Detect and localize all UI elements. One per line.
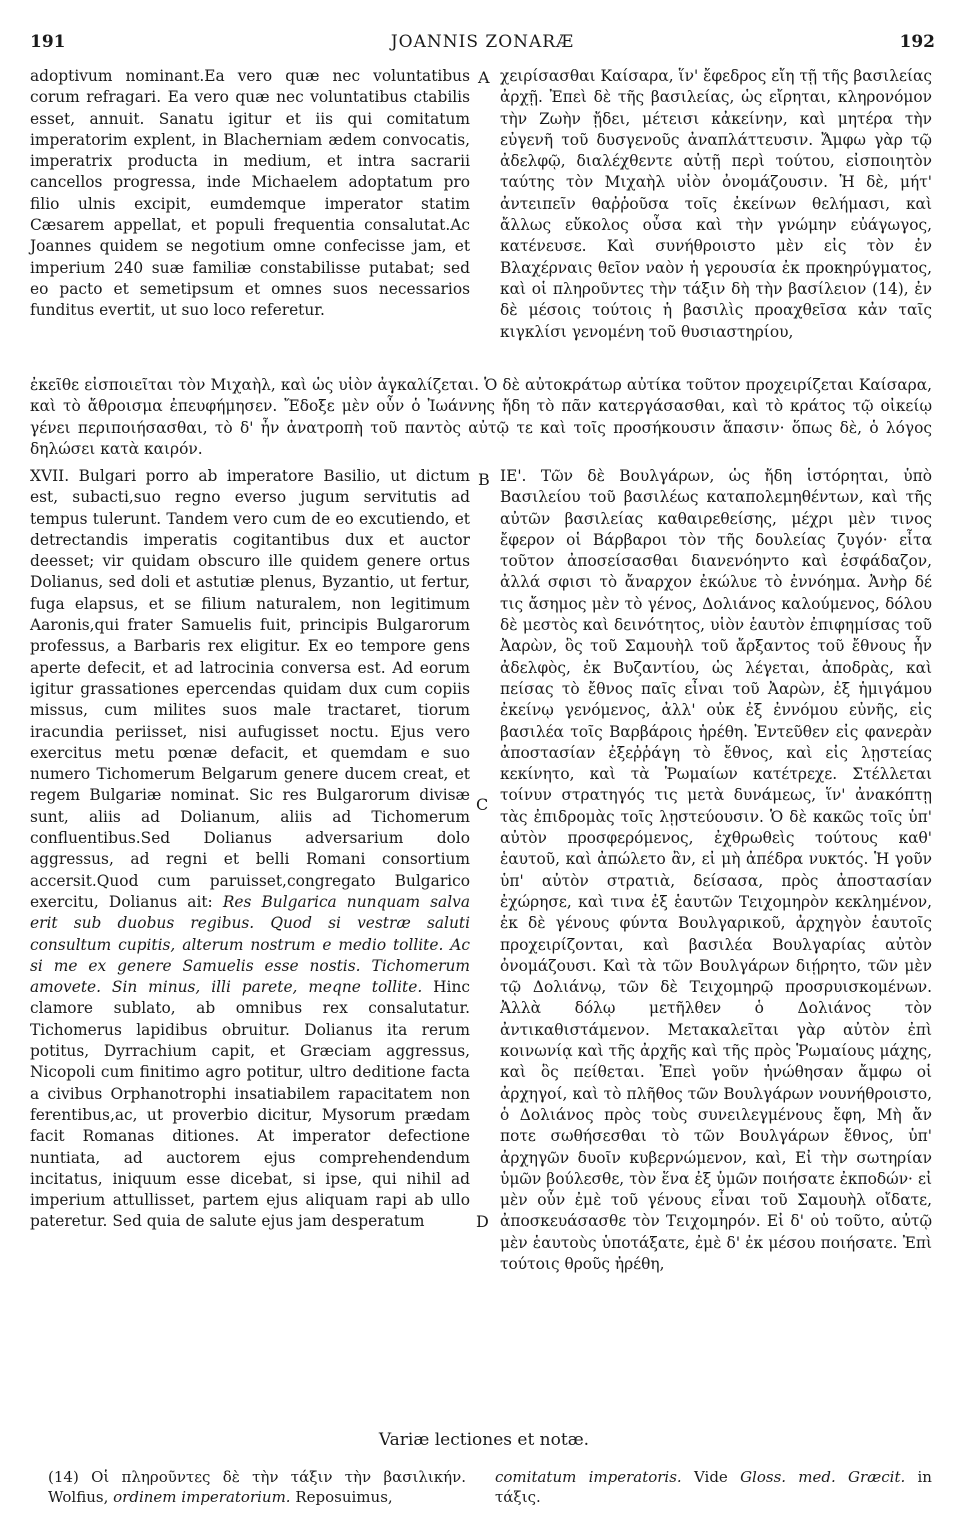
latin-paragraph-b xyxy=(30,466,470,1233)
latin-italic-speech: Res Bulgarica nunquam salva erit sub duobus regibus. Quod si vestræ saluti consultum cupitis, alterum nostrum e medio tollite. Ac si me ex genere Samuelis esse nostis. Tichomerum amovete. Sin minus, illi parete, meqne tollite. xyxy=(30,892,471,997)
note-right-italic-2: Gloss. med. Græcit. xyxy=(740,1468,906,1486)
greek-column-a xyxy=(500,66,932,343)
note-right-italic: comitatum imperatoris. xyxy=(495,1468,682,1486)
margin-marker-a: A xyxy=(478,68,490,87)
page-header xyxy=(30,32,935,60)
margin-marker-b: B xyxy=(478,470,490,489)
note-left-italic: ordinem imperatorium. xyxy=(113,1487,291,1506)
notes-heading: Variæ lectiones et notæ. xyxy=(378,1430,590,1450)
greek-column-b xyxy=(500,466,932,1275)
latin-paragraph-a: adoptivum nominant.Ea vero quæ nec voluntatibus corum refragari. Ea vero quæ nec voluntatibus ctabilis esset, annuit. Sanatu igitur et iis qui comitatum imperatorim explent, in Blacherniam ædem convocatis, imperatrix producta in medium, et intra sacrarii cancellos progressa, inde Michaelem adoptatum pro filio ulnis excipit, eumdemque imperator statim Cæsarem appellat, et populi frequentia consalutat.Ac Joannes quidem se negotium omne confecisse jam, et imperium 240 suæ familiæ constabilisse putabat; sed eo pacto et semetipsum et omnes suos necessarios funditus evertit, ut suo loco referetur. xyxy=(30,67,470,320)
margin-marker-c: C xyxy=(476,795,489,814)
margin-marker-d: D xyxy=(476,1212,489,1231)
latin-column-b xyxy=(30,466,470,1233)
note-left xyxy=(48,1468,466,1507)
running-title: JOANNIS ZONARÆ xyxy=(390,32,575,52)
greek-span-paragraph: ἐκεῖθε εἰσποιεῖται τὸν Μιχαὴλ, καὶ ὡς υἱὸν ἀγκαλίζεται. Ὁ δὲ αὐτοκράτωρ αὐτίκα τοῦτον προχειρίζεται Καίσαρα, καὶ τὸ ἄθροισμα ἐπευφήμησεν. Ἔδοξε μὲν οὖν ὁ Ἰωάννης ἤδη τὸ πᾶν κατεργάσασθαι, καὶ τὸ κράτος τῷ οἰκείῳ γένει περιποιήσασθαι, τὸ δ' ἦν ἀνατροπὴ τοῦ παντὸς αὐτῷ τε καὶ τοῖς προσήκουσιν ἅπασιν· ὅπως δὲ, ὁ λόγος δηλώσει κατὰ καιρόν. xyxy=(30,376,932,458)
greek-paragraph-a: χειρίσασθαι Καίσαρα, ἵν' ἔφεδρος εἴη τῇ τῆς βασιλείας ἀρχῇ. Ἐπεὶ δὲ τῆς βασιλείας, ὡς εἴρηται, κληρονόμον τὴν Ζωὴν ᾔδει, μέτεισι κἀκείνην, καὶ μητέρα τὴν εὐγενῆ τοῦ δυσγενοῦς ἀναπλάττευσιν. Ἄμφω γὰρ τῷ ἀδελφῷ, διαλέχθεντε αὐτῇ περὶ τούτου, εἰσποιητὸν ταύτης τὸν Μιχαὴλ υἱὸν ὀνομάζουσιν. Ἡ δὲ, μήτ' ἀντειπεῖν θαῤῥοῦσα τοῖς ἐκείνων θελήμασι, καὶ ἄλλως εὔκολος οὖσα καὶ τὴν γνώμην εὐάγωγος, κατένευσε. Καὶ συνήθροιστο μὲν εἰς τὸν ἐν Βλαχέρναις θεῖον ναὸν ἡ γερουσία ἐκ προκηρύγματος, καὶ οἱ πληροῦντες τὴν τάξιν δὴ τὴν βασίλειον (14), ἐν δὲ μέσοις τούτοις ἡ βασιλὶς προαχθεῖσα κἀν ταῖς κιγκλίσι γενομένη τοῦ θυσιαστηρίου, xyxy=(500,67,932,341)
note-right xyxy=(495,1468,932,1507)
note-left-text: (14) Οἱ πληροῦντες δὲ τὴν τάξιν τὴν βασιλικήν. Wolfius, xyxy=(48,1468,466,1506)
right-page-number: 192 xyxy=(899,32,935,52)
latin-text-b1: XVII. Bulgari porro ab imperatore Basilio, ut dictum est, subacti,suo regno everso jugum servitutis ad tempus tulerunt. Tandem vero cum de eo excutiendo, et detrectandis imperatis cogitantibus dux et auctor deesset; vir quidam obscuro ille quidem genere ortus Dolianus, sed doli et astutiæ plenus, Byzantio, ut fertur, fuga elapsus, et se filium naturalem, non legitimum Aaronis,qui frater Samuelis fuit, principis Bulgarorum professus, a Barbaris rex eligitur. Ex eo tempore gens aperte defecit, et ad latrocinia conversa est. Ad eorum igitur grassationes epercendas quidam dux cum copiis missus, cum milites suos male tractaret, tiorum iracundia periisset, nisi aufugisset noctu. Ejus vero exercitus metu pœnæ defacit, et quemdam e suo numero Tichomerum Belgarum genere ducem creat, et regem Bulgariæ nominat. Sic res Bulgarorum divisæ sunt, aliis ad Dolianum, aliis ad Tichomerum confluentibus.Sed Dolianus adversarium dolo aggressus, ad regni et belli Romani consortium accersit.Quod cum paruisset,congregato Bulgarico exercitu, Dolianus ait: xyxy=(30,467,470,911)
greek-paragraph-b: ΙΕ'. Τῶν δὲ Βουλγάρων, ὡς ἤδη ἱστόρηται, ὑπὸ Βασιλείου τοῦ βασιλέως καταπολεμηθέντων, καὶ τῆς αὐτῶν βασιλείας καθαιρεθείσης, μέχρι μὲν τινος ἔφερον οἱ Βάρβαροι τὸν τῆς δουλείας ζυγόν· εἶτα τοῦτον ἀποσείσασθαι διανενόηντο καὶ ἐσφάδαζον, ἀλλά σφισι τὸ ἄναρχον ἐκώλυε τὸ ἐννόημα. Ἀνὴρ δέ τις ἄσημος μὲν τὸ γένος, Δολιάνος καλούμενος, δόλου δὲ μεστὸς καὶ δεινότητος, υἱὸν ἑαυτὸν ἐπιφημίσας τοῦ Ἀαρὼν, ὃς τοῦ Σαμουὴλ τοῦ ἄρξαντος τοῦ ἔθνους ἦν ἀδελφὸς, ἐκ Βυζαντίου, ὡς λέγεται, ἀποδρὰς, καὶ πείσας τὸ ἔθνος παῖς εἶναι τοῦ Ἀαρὼν, ἐξ ἡμιγάμου ἐκείνῳ γενόμενος, ἀλλ' οὐκ ἐξ ἐννόμου εὐνῆς, εἰς βασιλέα τοῖς Βαρβάροις ἡρέθη. Ἐντεῦθεν εἰς φανερὰν ἀποστασίαν ἐξεῤῥάγη τὸ ἔθνος, καὶ εἰς λῃστείας κεκίνητο, καὶ τὰ Ῥωμαίων κατέτρεχε. Στέλλεται τοίνυν στρατηγός τις μετὰ δυνάμεως, ἵν' ἀνακόπτῃ τὰς ἐπιδρομὰς τοῖς λῃστεύουσιν. Ὁ δὲ κακῶς τοῖς ὑπ' αὐτὸν προσφερόμενος, ἐχθρωθεὶς τούτους καθ' ἑαυτοῦ, καὶ ἀπώλετο ἂν, εἰ μὴ ἀπέδρα νυκτός. Ἡ γοῦν ὑπ' αὐτὸν στρατιὰ, δείσασα, πρὸς ἀποστασίαν ἐχώρησε, καὶ τινα ἐξ ἑαυτῶν Τειχομηρὸν κεκλημένον, ἐκ δὲ γένους φύντα Βουλγαρικοῦ, ἀρχηγὸν ἑαυτοῖς προχειρίζονται, καὶ βασιλέα Βουλγαρίας αὐτὸν ὀνομάζουσι. Καὶ τὰ τῶν Βουλγάρων διῄρητο, τῶν μὲν τῷ Δολιάνῳ, τῶν δὲ Τειχομηρῷ προσρυισκομένων. Ἀλλὰ δόλῳ μετῆλθεν ὁ Δολιάνος τὸν ἀντικαθιστάμενον. Μετακαλεῖται γὰρ αὐτὸν ἐπὶ κοινωνίᾳ καὶ τῆς ἀρχῆς καὶ τῆς πρὸς Ῥωμαίους μάχης, καὶ ὃς πείθεται. Ἐπεὶ γοῦν ἠνώθησαν ἄμφω οἱ ἀρχηγοί, καὶ τὸ πλῆθος τῶν Βουλγάρων νουνήθροιστο, ὁ Δολιάνος πρὸς τοὺς συνειλεγμένους ἔφη, Μὴ ἄν ποτε σωθήσεσθαι τὸ τῶν Βουλγάρων ἔθνος, ὑπ' ἀρχηγῶν δυοῖν κυβερνώμενον, καὶ, Εἰ τὴν σωτηρίαν ὑμῶν βούλεσθε, τὸν ἕνα ἐξ ὑμῶν ποιήσατε ἐκποδών· εἰ μὲν οὖν ἐμὲ τοῦ γένους εἶναι τοῦ Σαμουὴλ οἴδατε, ἀποσκευάσασθε τὸν Τειχομηρόν. Εἰ δ' οὐ τοῦτο, αὐτῷ μὲν ἑαυτοὺς ὑποτάξατε, ἐμὲ δ' ἐκ μέσου ποιήσατε. Ἐπὶ τούτοις θροῦς ἠρέθη, xyxy=(500,467,932,1273)
note-right-text: Vide xyxy=(693,1468,728,1486)
note-right-text-2: in τάξις. xyxy=(495,1468,932,1506)
left-page-number: 191 xyxy=(30,32,66,52)
greek-full-width-span xyxy=(30,375,932,460)
latin-text-b2: Hinc clamore sublato, ab omnibus rex consalutatur. Tichomerus lapidibus obruitur. Dolianus ita rerum potitus, Dyrrachium capit, et Græciam aggressus, Nicopoli cum finitimo agro potitur, ultro deditione facta a civibus Orphanotrophi insatiabilem rapacitatem non ferentibus,ac, ut proverbio dicitur, Mysorum prædam facit Romanas ditiones. At imperator defectione nuntiata, ad auctorem ejus comprehendendum incitatus, iniquum esse dicebat, si ipse, qui nihil ad imperium attullisset, partem ejus aliquam rapi ab ullo pateretur. Sed quia de salute ejus jam desperatum xyxy=(30,978,470,1231)
note-left-text-2: Reposuimus, xyxy=(295,1487,393,1506)
latin-column-a xyxy=(30,66,470,322)
